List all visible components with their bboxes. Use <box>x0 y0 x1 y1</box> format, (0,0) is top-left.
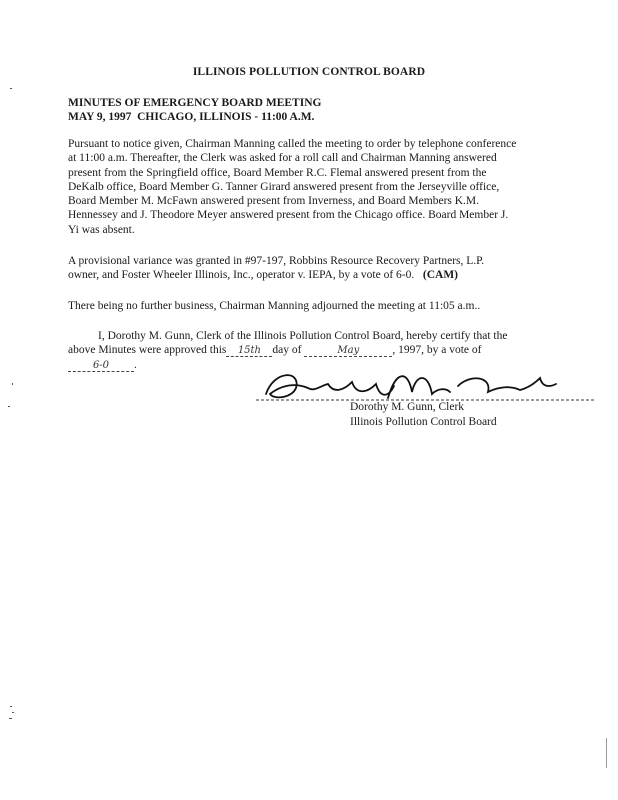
paragraph-line <box>68 268 538 282</box>
signatory-name: Dorothy M. Gunn, Clerk <box>350 401 465 413</box>
paragraph-line: Pursuant to notice given, Chairman Manning called the meeting to order by telephone conference <box>68 138 517 150</box>
adjournment-paragraph <box>68 299 538 313</box>
paragraph-line: Board Member M. McFawn answered present from Inverness, and Board Members K.M. <box>68 195 480 208</box>
paragraph-line <box>68 343 538 357</box>
approval-month-field: May <box>304 345 392 357</box>
scan-speck <box>10 88 12 89</box>
scan-speck <box>10 706 12 707</box>
scan-speck <box>12 712 14 713</box>
paragraph-line: Yi was absent. <box>68 223 135 236</box>
paragraph-line: present from the Springfield office, Board Member R.C. Flemal answered present from the <box>68 166 487 179</box>
paragraph-line: A provisional variance was granted in #97-197, Robbins Resource Recovery Partners, L.P. <box>68 255 485 267</box>
paragraph-line: I, Dorothy M. Gunn, Clerk of the Illinois Pollution Control Board, hereby certify that the <box>98 330 508 342</box>
scan-edge-mark <box>606 738 607 768</box>
scan-speck <box>12 383 13 385</box>
paragraph-line: DeKalb office, Board Member G. Tanner Girard answered present from the Jerseyville office, <box>68 180 500 193</box>
agency-title: ILLINOIS POLLUTION CONTROL BOARD <box>192 66 426 78</box>
paragraph-line: at 11:00 a.m. Thereafter, the Clerk was asked for a roll call and Chairman Manning answered <box>68 152 497 165</box>
certification-text: above Minutes were approved this <box>68 344 227 357</box>
certification-text: day of <box>272 344 302 357</box>
scan-speck <box>9 718 12 719</box>
case-tag: (CAM) <box>422 269 459 282</box>
certification-text: . <box>134 358 137 371</box>
signatory-title: Illinois Pollution Control Board <box>350 415 497 428</box>
paragraph-line: Hennessey and J. Theodore Meyer answered present from the Chicago office. Board Member J. <box>68 209 509 222</box>
approval-day-field: 15th <box>226 345 272 357</box>
certification-text: , 1997, by a vote of <box>392 344 482 357</box>
meeting-heading-line1: MINUTES OF EMERGENCY BOARD MEETING <box>68 97 322 109</box>
variance-vote-text: owner, and Foster Wheeler Illinois, Inc., operator v. IEPA, by a vote of 6-0. <box>68 269 415 282</box>
signature-block <box>350 400 497 429</box>
roll-call-paragraph <box>68 137 538 237</box>
scan-speck <box>8 406 10 407</box>
meeting-heading-line2: MAY 9, 1997 CHICAGO, ILLINOIS - 11:00 A.M. <box>68 111 315 123</box>
variance-paragraph <box>68 254 538 283</box>
vote-count-field: 6-0 <box>68 360 134 372</box>
meeting-heading <box>68 96 321 124</box>
paragraph-line: There being no further business, Chairman Manning adjourned the meeting at 11:05 a.m.. <box>68 300 481 312</box>
